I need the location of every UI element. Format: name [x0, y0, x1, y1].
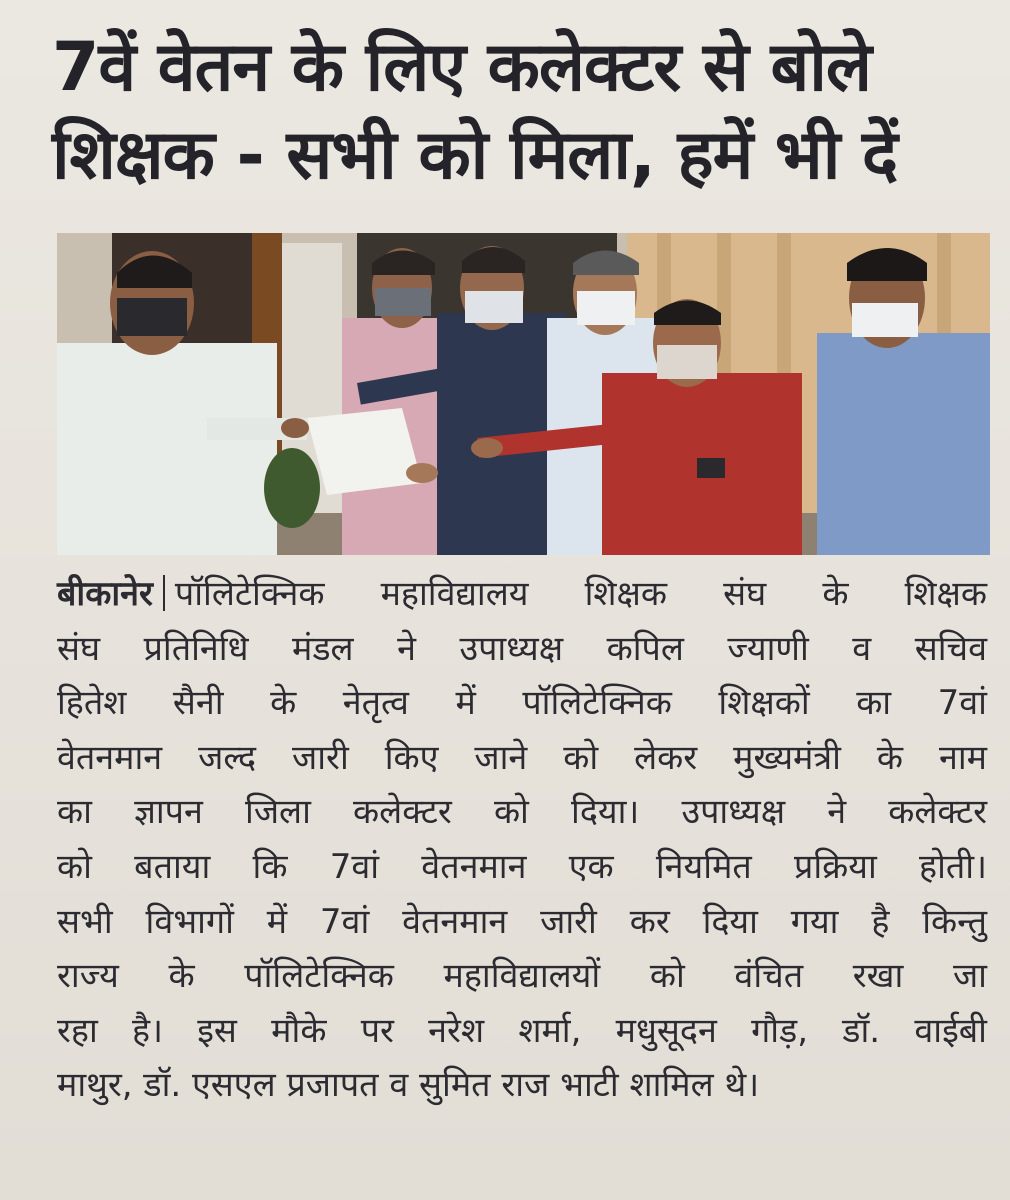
article-line: हितेश सैनी के नेतृत्व में पॉलिटेक्निक शिक्षकों का 7वां [57, 683, 987, 724]
article-line-text: पॉलिटेक्निक महाविद्यालय शिक्षक संघ के शिक्षक [174, 574, 987, 614]
news-photo-image [57, 233, 990, 555]
article-line: को बताया कि 7वां वेतनमान एक नियमित प्रक्रिया होती। [57, 846, 987, 887]
article-line: रहा है। इस मौके पर नरेश शर्मा, मधुसूदन गौड़, डॉ. वाईबी [57, 1010, 987, 1051]
news-photo [57, 233, 990, 555]
dateline: बीकानेर [57, 574, 153, 614]
article-line: सभी विभागों में 7वां वेतनमान जारी कर दिया गया है किन्तु [57, 901, 987, 942]
article-line: माथुर, डॉ. एसएल प्रजापत व सुमित राज भाटी शामिल थे। [57, 1065, 760, 1106]
headline-line-2: शिक्षक - सभी को मिला, हमें भी दें [52, 116, 898, 195]
headline [52, 24, 987, 200]
article-line: संघ प्रतिनिधि मंडल ने उपाध्यक्ष कपिल ज्याणी व सचिव [57, 628, 987, 669]
article-line: राज्य के पॉलिटेक्निक महाविद्यालयों को वंचित रखा जा [57, 956, 987, 997]
article-line [57, 567, 987, 622]
article-line: का ज्ञापन जिला कलेक्टर को दिया। उपाध्यक्ष ने कलेक्टर [57, 792, 987, 833]
headline-line-1: 7वें वेतन के लिए कलेक्टर से बोले [52, 28, 872, 107]
article-body [57, 567, 987, 1113]
dateline-separator [163, 575, 165, 611]
article-line: वेतनमान जल्द जारी किए जाने को लेकर मुख्यमंत्री के नाम [57, 737, 987, 778]
